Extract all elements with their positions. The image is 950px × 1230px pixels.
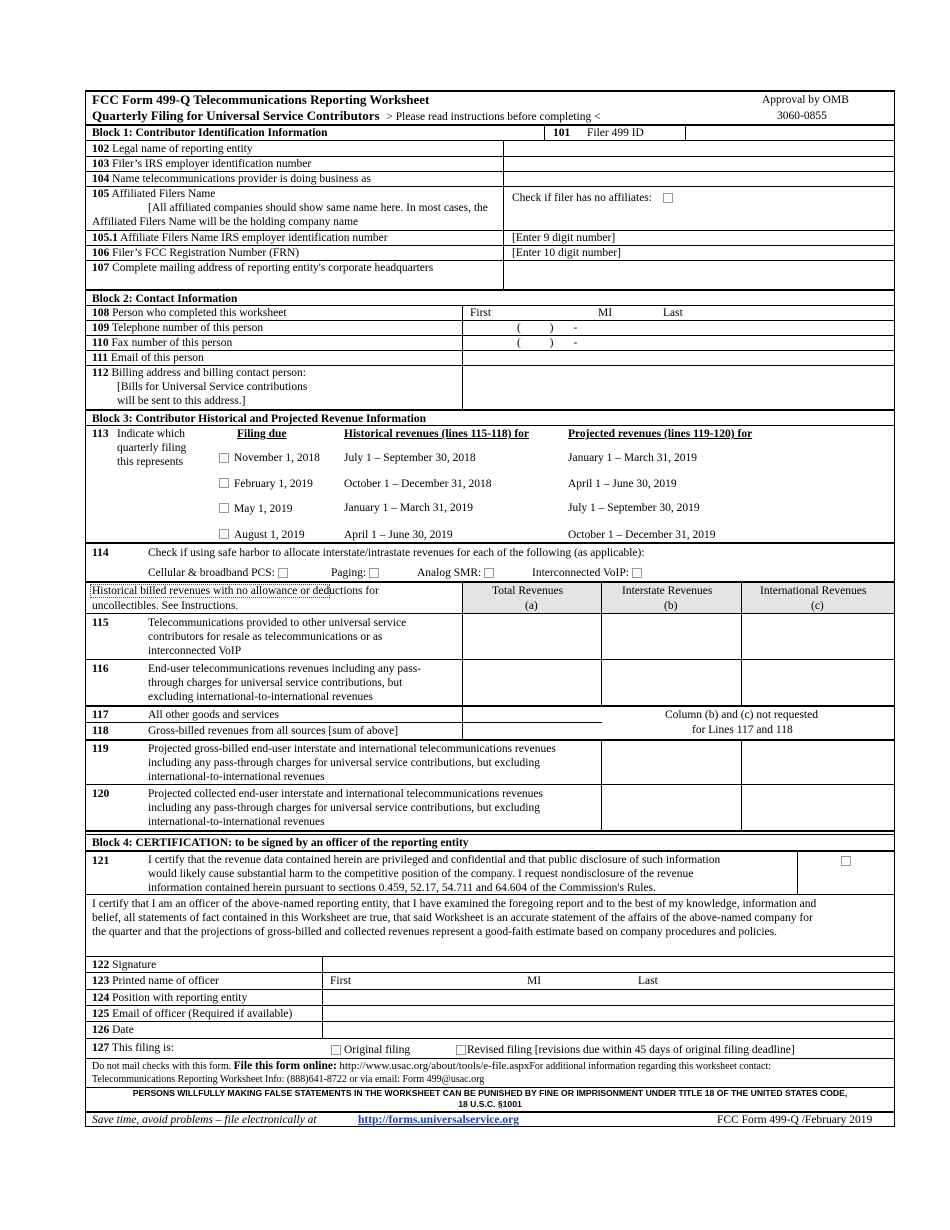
line-122-number: 122 [92,959,110,971]
line-105-1-number: 105.1 [92,232,118,244]
date-input[interactable] [323,1022,893,1036]
line-124-label: Position with reporting entity [112,992,248,1004]
no-affiliates-row [512,191,676,205]
line-111-label: Email of this person [110,352,204,364]
footer-contact-line: Telecommunications Reporting Worksheet Info: (888)641-8722 or via email: Form 499@usac.org [92,1074,485,1085]
col-a-title: Total Revenues [492,585,564,597]
line-121-text-2: would likely cause substantial harm to the competitive position of the company. I request nondisclosure of the revenue [148,868,694,880]
line-105-1-label: Affiliate Filers Name IRS employer identification number [120,232,388,244]
line-120-text-3: international-to-international revenues [148,816,325,828]
line-113-label-2: quarterly filing [117,442,187,454]
line-115-text-3: interconnected VoIP [148,645,242,657]
line-115-number: 115 [92,617,109,629]
contact-last-label: Last [663,307,683,319]
period-4-due: August 1, 2019 [234,529,305,541]
safe-harbor-paging [331,566,382,580]
period-1-projected: January 1 – March 31, 2019 [568,452,698,464]
line-101-label: Filer 499 ID [587,127,644,139]
block4-title: Block 4: CERTIFICATION: to be signed by an officer of the reporting entity [92,837,469,849]
line-106-number: 106 [92,247,110,259]
block2-title: Block 2: Contact Information [92,293,238,305]
line-120-number: 120 [92,788,110,800]
filer-499-id-input[interactable] [686,125,893,140]
line-110-label: Fax number of this person [111,337,233,349]
line-112-note-2: will be sent to this address.] [117,395,246,407]
line-115-interstate-input[interactable] [602,614,740,658]
line-119-international-input[interactable] [742,741,893,783]
line-107-label: Complete mailing address of reporting entity's corporate headquarters [112,262,434,274]
safe-harbor-paging-checkbox[interactable] [369,568,379,578]
line-123-number: 123 [92,975,110,987]
line-114-label: Check if using safe harbor to allocate interstate/intrastate revenues for each of the following (as applicable): [148,547,645,559]
save-time-text: Save time, avoid problems – file electronically at [92,1114,317,1126]
safe-harbor-smr [417,566,497,580]
line-103-label: Filer’s IRS employer identification number [112,158,312,170]
period-4-projected: October 1 – December 31, 2019 [568,529,716,541]
line-115-text-2: contributors for resale as telecommunications or as [148,631,383,643]
line-125-label: Email of officer (Required if available) [112,1008,293,1020]
line-118-label: Gross-billed revenues from all sources [sum of above] [148,725,399,737]
certification-text-3: the quarter and that the projections of gross-billed and collected revenues represent a good-faith estimate based on company procedures and policies. [92,926,777,938]
projected-header: Projected revenues (lines 119-120) for [568,428,753,440]
line-104-label: Name telecommunications provider is doing business as [112,173,371,185]
line-118-number: 118 [92,725,109,737]
line-113-label-1: Indicate which [117,428,186,440]
period-3-checkbox[interactable] [219,503,229,513]
footer-efile-url[interactable]: http://www.usac.org/about/tools/e-file.aspx [339,1060,530,1072]
not-requested-note-2: for Lines 117 and 118 [692,724,793,736]
period-1-checkbox[interactable] [219,453,229,463]
safe-harbor-paging-label: Paging: [331,567,367,579]
line-109-number: 109 [92,322,110,334]
safe-harbor-cellular [148,566,291,580]
block1-title: Block 1: Contributor Identification Information [92,127,328,139]
historical-header: Historical revenues (lines 115-118) for [344,428,530,440]
signature-input[interactable] [323,957,893,971]
line-115-text-1: Telecommunications provided to other universal service [148,617,407,629]
safe-harbor-voip-label: Interconnected VoIP: [532,567,629,579]
line-120-text-1: Projected collected end-user interstate and international telecommunications revenues [148,788,543,800]
line-114-number: 114 [92,547,109,559]
certification-text-2: belief, all statements of fact contained in this Worksheet are true, that said Worksheet is an accurate statement of the affairs of the above-named company for [92,912,813,924]
officer-first-label: First [330,975,352,987]
period-2-projected: April 1 – June 30, 2019 [568,478,677,490]
original-filing-label: Original filing [344,1044,411,1056]
safe-harbor-smr-label: Analog SMR: [417,567,482,579]
line-102-label: Legal name of reporting entity [112,143,253,155]
block3-title: Block 3: Contributor Historical and Projected Revenue Information [92,413,427,425]
line-122-label: Signature [112,959,157,971]
contact-email-input[interactable] [463,351,893,365]
mailing-address-input[interactable] [505,261,893,289]
line-117-label: All other goods and services [148,709,279,721]
line-127-number: 127 [92,1042,110,1054]
line-108-number: 108 [92,307,110,319]
omb-label: Approval by OMB [762,94,849,106]
line-116-international-input[interactable] [742,660,893,704]
footer-additional-info: For additional information regarding this worksheet contact: [529,1061,771,1072]
line-102-number: 102 [92,143,110,155]
line-118-total-input[interactable] [463,723,600,738]
line-105-note-1: [All affiliated companies should show same name here. In most cases, the [148,202,488,214]
no-affiliates-label: Check if filer has no affiliates: [512,192,652,204]
line-115-total-input[interactable] [463,614,600,658]
period-3-projected: July 1 – September 30, 2019 [568,502,700,514]
line-119-number: 119 [92,743,109,755]
certification-text-1: I certify that I am an officer of the above-named reporting entity, that I have examined the foregoing report and to the best of my knowledge, information and [92,898,817,910]
period-1-historical: July 1 – September 30, 2018 [344,452,476,464]
line-117-total-input[interactable] [463,707,600,722]
not-requested-note-1: Column (b) and (c) not requested [665,709,818,721]
officer-last-label: Last [638,975,658,987]
officer-position-input[interactable] [323,990,893,1004]
col-b-title: Interstate Revenues [622,585,713,597]
line-121-text-3: information contained herein pursuant to sections 0.459, 52.17, 54.711 and 64.604 of the Commission's Rules. [148,882,656,894]
line-120-text-2: including any pass-through charges for universal service contributions, but excluding [148,802,540,814]
form-instruction: > Please read instructions before completing < [386,111,601,123]
frn-input[interactable]: [Enter 10 digit number] [512,247,621,259]
line-116-number: 116 [92,663,109,675]
line-116-total-input[interactable] [463,660,600,704]
period-2-checkbox[interactable] [219,478,229,488]
form-subtitle: Quarterly Filing for Universal Service Contributors [92,108,380,123]
contact-first-label: First [470,307,492,319]
line-126-label: Date [112,1024,134,1036]
dba-name-input[interactable] [505,172,893,186]
col-a-letter: (a) [525,600,538,612]
line-119-text-1: Projected gross-billed end-user interstate and international telecommunications revenues [148,743,556,755]
legal-name-input[interactable] [505,141,893,155]
universal-service-link[interactable]: http://forms.universalservice.org [358,1114,519,1126]
form-subtitle-row [92,109,601,124]
period-3-due: May 1, 2019 [234,503,293,515]
line-119-interstate-input[interactable] [602,741,740,783]
line-112-label: Billing address and billing contact person: [111,367,307,379]
line-108-label: Person who completed this worksheet [112,307,287,319]
form-version: FCC Form 499-Q /February 2019 [717,1114,873,1126]
col-c-letter: (c) [811,600,824,612]
irs-ein-input[interactable] [505,157,893,171]
line-106-label: Filer’s FCC Registration Number (FRN) [112,247,300,259]
affiliate-ein-input[interactable]: [Enter 9 digit number] [512,232,616,244]
safe-harbor-cellular-checkbox[interactable] [278,568,288,578]
line-123-label: Printed name of officer [112,975,219,987]
filing-due-header: Filing due [237,428,287,440]
period-1-due: November 1, 2018 [234,452,320,464]
original-filing-checkbox[interactable] [331,1045,341,1055]
officer-email-input[interactable] [323,1006,893,1020]
line-101-number: 101 [553,127,571,139]
line-116-interstate-input[interactable] [602,660,740,704]
penalty-notice [86,1088,894,1110]
historical-revenues-header-1: Historical billed revenues with no allowance or deductions for [92,585,379,597]
safe-harbor-voip [532,566,645,580]
line-127-label: This filing is: [111,1042,174,1054]
period-4-checkbox[interactable] [219,529,229,539]
form-title: FCC Form 499-Q Telecommunications Reporting Worksheet [92,92,430,107]
line-120-international-input[interactable] [742,785,893,829]
period-4-historical: April 1 – June 30, 2019 [344,529,453,541]
revised-filing-checkbox[interactable] [456,1045,466,1055]
footer-no-mail: Do not mail checks with this form. [92,1061,232,1072]
safe-harbor-voip-checkbox[interactable] [632,568,642,578]
penalty-notice-2: 18 U.S.C. §1001 [458,1099,522,1109]
penalty-notice-1: PERSONS WILLFULLY MAKING FALSE STATEMENTS IN THE WORKSHEET CAN BE PUNISHED BY FINE OR IMPRISONMENT UNDER TITLE 18 OF THE UNITED STATES CODE, [132,1088,848,1098]
line-119-text-3: international-to-international revenues [148,771,325,783]
line-110-number: 110 [92,337,109,349]
line-103-number: 103 [92,158,110,170]
period-3-historical: January 1 – March 31, 2019 [344,502,474,514]
line-117-number: 117 [92,709,109,721]
line-112-note-1: [Bills for Universal Service contributions [117,381,308,393]
line-116-text-2: through charges for universal service contributions, but [148,677,403,689]
footer-filing-info [92,1060,771,1073]
line-112-number: 112 [92,367,109,379]
line-119-text-2: including any pass-through charges for universal service contributions, but excluding [148,757,540,769]
period-2-historical: October 1 – December 31, 2018 [344,478,492,490]
period-2-due: February 1, 2019 [234,478,313,490]
line-121-text-1: I certify that the revenue data contained herein are privileged and confidential and that public disclosure of such information [148,854,721,866]
line-125-number: 125 [92,1008,110,1020]
historical-revenues-header-2: uncollectibles. See Instructions. [92,600,239,612]
line-111-number: 111 [92,352,108,364]
line-116-text-1: End-user telecommunications revenues including any pass- [148,663,422,675]
line-113-label-3: this represents [117,456,184,468]
safe-harbor-cellular-label: Cellular & broadband PCS: [148,567,275,579]
line-121-number: 121 [92,855,110,867]
revised-filing-label: Revised filing [revisions due within 45 days of original filing deadline] [467,1044,795,1056]
omb-number: 3060-0855 [777,110,827,122]
contact-mi-label: MI [598,307,613,319]
revised-filing-option[interactable] [453,1043,795,1057]
line-105-number: 105 [92,188,110,200]
line-124-number: 124 [92,992,110,1004]
nondisclosure-checkbox[interactable] [841,856,851,866]
line-105-label: Affiliated Filers Name [111,188,216,200]
line-109-label: Telephone number of this person [111,322,264,334]
footer-file-online: File this form online: [233,1060,337,1072]
officer-mi-label: MI [527,975,542,987]
original-filing-option[interactable] [328,1043,410,1057]
line-126-number: 126 [92,1024,110,1036]
line-104-number: 104 [92,173,110,185]
billing-address-input[interactable] [463,366,893,408]
line-115-international-input[interactable] [742,614,893,658]
line-116-text-3: excluding international-to-international revenues [148,691,373,703]
no-affiliates-checkbox[interactable] [663,193,673,203]
line-107-number: 107 [92,262,110,274]
line-105-note-2: Affiliated Filers Name will be the holding company name [92,216,359,228]
safe-harbor-smr-checkbox[interactable] [484,568,494,578]
telephone-input[interactable]: ( ) - [517,322,578,334]
col-b-letter: (b) [664,600,678,612]
fax-input[interactable]: ( ) - [517,337,578,349]
col-c-title: International Revenues [760,585,867,597]
line-113-number: 113 [92,428,109,440]
line-120-interstate-input[interactable] [602,785,740,829]
